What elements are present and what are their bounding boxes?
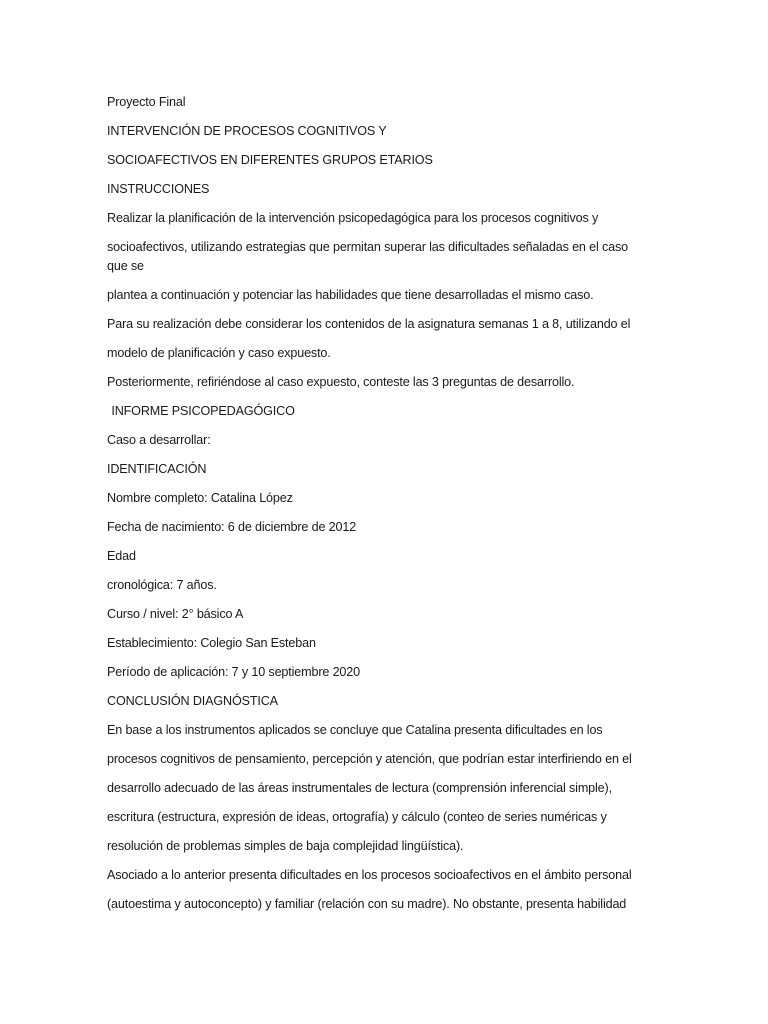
section-heading-conclusion: CONCLUSIÓN DIAGNÓSTICA	[107, 694, 278, 708]
paragraph-line: modelo de planificación y caso expuesto.	[107, 346, 331, 360]
paragraph-line: resolución de problemas simples de baja complejidad lingüística).	[107, 839, 464, 853]
paragraph-line: que se	[107, 259, 144, 273]
paragraph-line: Posteriormente, refiriéndose al caso expuesto, conteste las 3 preguntas de desarrollo.	[107, 375, 575, 389]
paragraph-line: Para su realización debe considerar los contenidos de la asignatura semanas 1 a 8, utilizando el	[107, 317, 631, 331]
field-edad-value: cronológica: 7 años.	[107, 578, 217, 592]
field-periodo: Período de aplicación: 7 y 10 septiembre 2020	[107, 665, 360, 679]
paragraph-line: plantea a continuación y potenciar las habilidades que tiene desarrolladas el mismo caso.	[107, 288, 594, 302]
document-title: Proyecto Final	[107, 95, 186, 109]
heading-line-1: INTERVENCIÓN DE PROCESOS COGNITIVOS Y	[107, 124, 387, 138]
section-heading-identificacion: IDENTIFICACIÓN	[107, 462, 207, 476]
field-establecimiento: Establecimiento: Colegio San Esteban	[107, 636, 316, 650]
section-heading-instrucciones: INSTRUCCIONES	[107, 182, 210, 196]
case-label: Caso a desarrollar:	[107, 433, 211, 447]
section-heading-informe: INFORME PSICOPEDAGÓGICO	[108, 404, 295, 418]
paragraph-line: (autoestima y autoconcepto) y familiar (relación con su madre). No obstante, presenta habilidad	[107, 897, 627, 911]
paragraph-line: procesos cognitivos de pensamiento, percepción y atención, que podrían estar interfiriendo en el	[107, 752, 632, 766]
paragraph-line: desarrollo adecuado de las áreas instrumentales de lectura (comprensión inferencial simple),	[107, 781, 612, 795]
field-curso: Curso / nivel: 2° básico A	[107, 607, 244, 621]
field-nombre: Nombre completo: Catalina López	[107, 491, 293, 505]
paragraph-line: Asociado a lo anterior presenta dificultades en los procesos socioafectivos en el ámbito personal	[107, 868, 632, 882]
field-fecha-nacimiento: Fecha de nacimiento: 6 de diciembre de 2012	[107, 520, 357, 534]
paragraph-line: En base a los instrumentos aplicados se concluye que Catalina presenta dificultades en los	[107, 723, 603, 737]
field-edad-label: Edad	[107, 549, 136, 563]
paragraph-line: escritura (estructura, expresión de ideas, ortografía) y cálculo (conteo de series numéricas y	[107, 810, 607, 824]
paragraph-line: socioafectivos, utilizando estrategias que permitan superar las dificultades señaladas en el caso	[107, 240, 628, 254]
paragraph-line: Realizar la planificación de la intervención psicopedagógica para los procesos cognitivos y	[107, 211, 599, 225]
heading-line-2: SOCIOAFECTIVOS EN DIFERENTES GRUPOS ETARIOS	[107, 153, 433, 167]
